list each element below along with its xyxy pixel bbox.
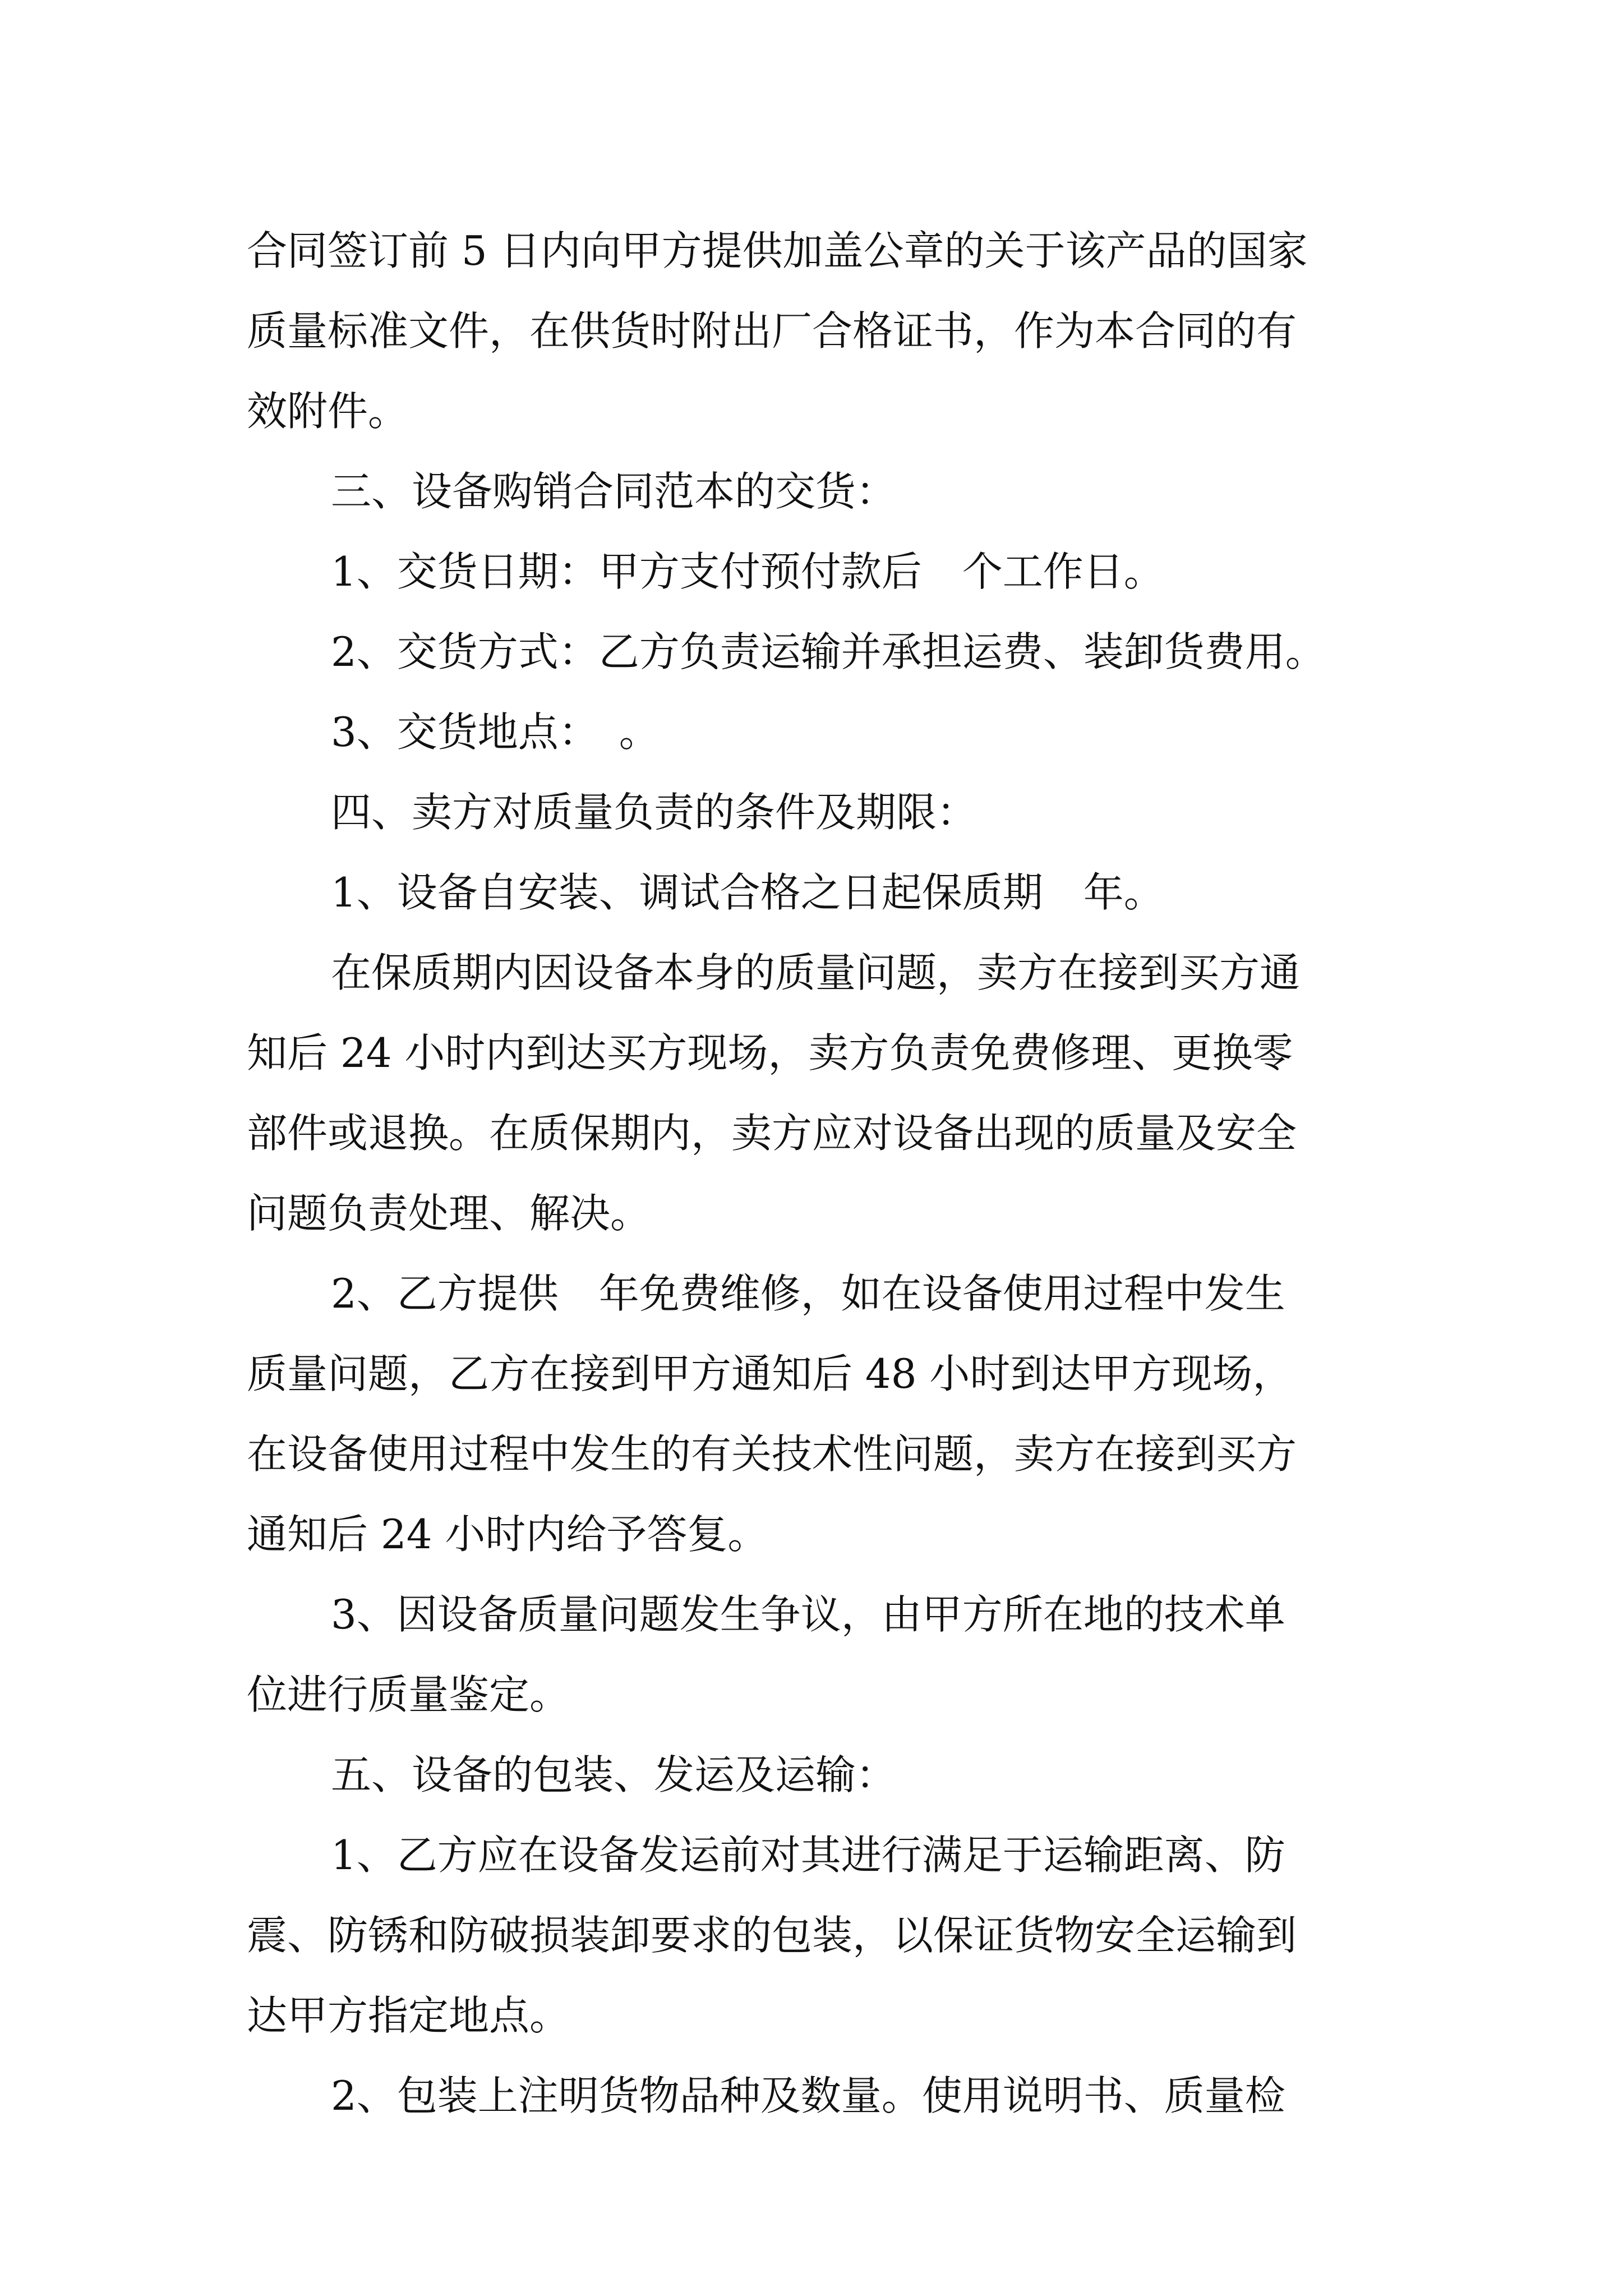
text-line: 在保质期内因设备本身的质量问题，卖方在接到买方通 xyxy=(331,949,1301,996)
text-line: 在设备使用过程中发生的有关技术性问题，卖方在接到买方 xyxy=(247,1430,1297,1478)
text-line: 部件或退换。在质保期内，卖方应对设备出现的质量及安全 xyxy=(247,1110,1297,1157)
text-line: 四、卖方对质量负责的条件及期限： xyxy=(331,789,978,836)
text-line: 效附件。 xyxy=(247,388,409,435)
text-line: 达甲方指定地点。 xyxy=(247,1992,570,2039)
text-line: 震、防锈和防破损装卸要求的包装，以保证货物安全运输到 xyxy=(247,1912,1297,1959)
text-line: 问题负责处理、解决。 xyxy=(247,1190,651,1237)
text-line: 知后 24 小时内到达买方现场，卖方负责免费修理、更换零 xyxy=(247,1029,1293,1076)
text-line: 1、设备自安装、调试合格之日起保质期 年。 xyxy=(331,869,1164,916)
text-line: 2、包装上注明货物品种及数量。使用说明书、质量检 xyxy=(331,2072,1285,2119)
text-line: 2、交货方式：乙方负责运输并承担运费、装卸货费用。 xyxy=(331,628,1326,675)
text-line: 3、交货地点： 。 xyxy=(331,708,660,756)
text-line: 合同签订前 5 日内向甲方提供加盖公章的关于该产品的国家 xyxy=(247,227,1308,274)
document-body xyxy=(247,211,1391,2136)
text-line: 质量问题，乙方在接到甲方通知后 48 小时到达甲方现场， xyxy=(247,1350,1293,1397)
text-line: 3、因设备质量问题发生争议，由甲方所在地的技术单 xyxy=(331,1591,1285,1638)
text-line: 1、乙方应在设备发运前对其进行满足于运输距离、防 xyxy=(331,1832,1285,1879)
text-line: 1、交货日期：甲方支付预付款后 个工作日。 xyxy=(331,548,1164,595)
text-line: 2、乙方提供 年免费维修，如在设备使用过程中发生 xyxy=(331,1270,1285,1317)
text-line: 五、设备的包装、发运及运输： xyxy=(331,1751,897,1798)
text-line: 位进行质量鉴定。 xyxy=(247,1671,570,1718)
text-line: 三、设备购销合同范本的交货： xyxy=(331,468,897,515)
text-line: 质量标准文件，在供货时附出厂合格证书，作为本合同的有 xyxy=(247,307,1297,355)
text-line: 通知后 24 小时内给予答复。 xyxy=(247,1511,768,1558)
